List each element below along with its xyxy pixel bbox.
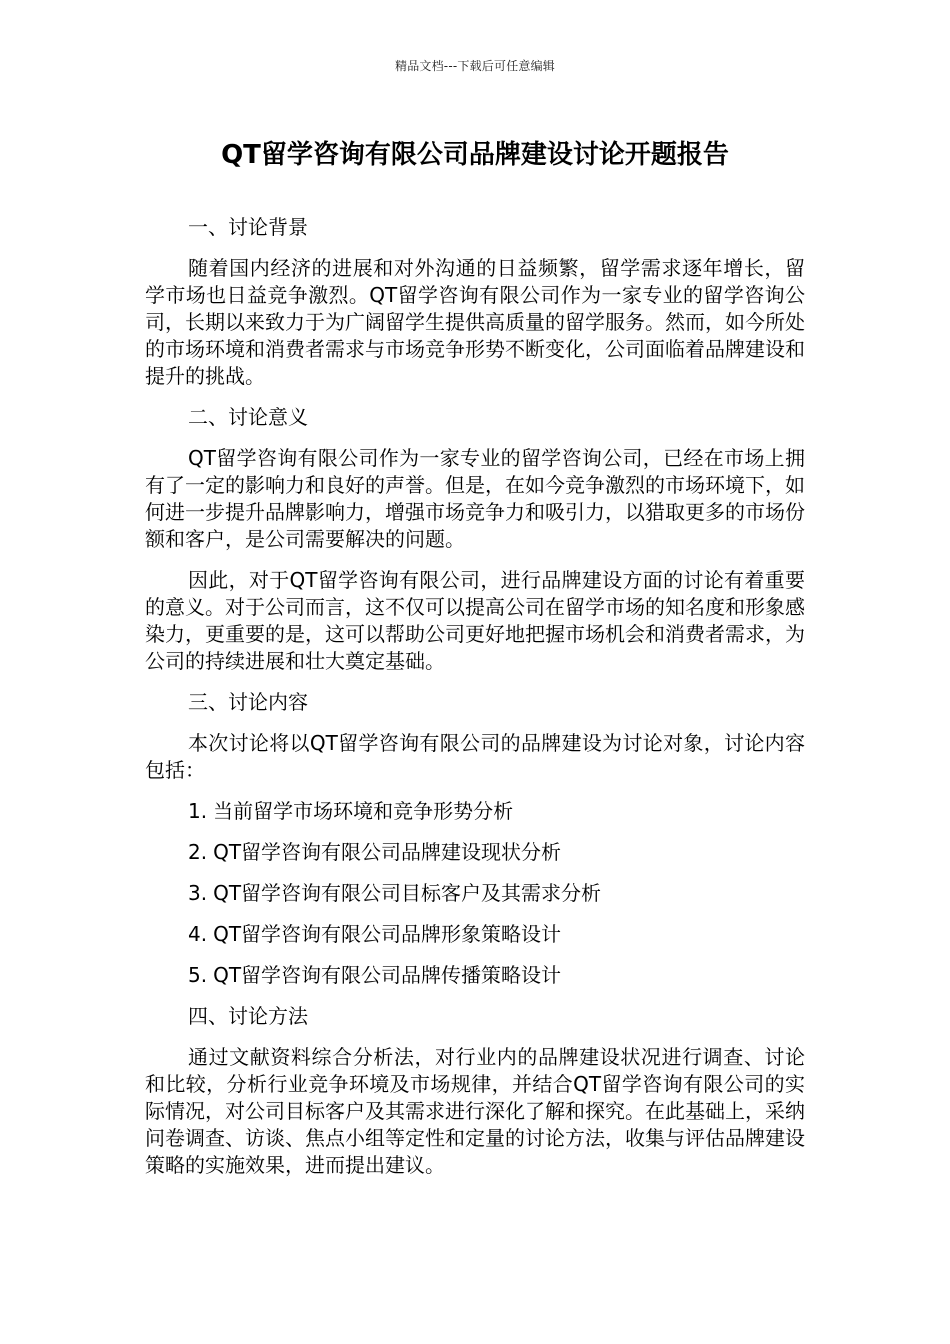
list-item <box>145 921 805 948</box>
document-title: QT留学咨询有限公司品牌建设讨论开题报告 <box>221 140 729 170</box>
content-list <box>145 798 805 989</box>
list-number: 5. <box>188 963 208 987</box>
list-number: 2. <box>188 840 208 864</box>
section-heading: 三、讨论内容 <box>188 690 308 714</box>
list-text: QT留学咨询有限公司品牌传播策略设计 <box>213 963 562 987</box>
list-text: QT留学咨询有限公司目标客户及其需求分析 <box>213 881 602 905</box>
list-item <box>145 962 805 989</box>
paragraph: 通过文献资料综合分析法，对行业内的品牌建设状况进行调查、讨论和比较，分析行业竞争环境及市场规律，并结合QT留学咨询有限公司的实际情况，对公司目标客户及其需求进行深化了解和探究。在此基础上，采纳问卷调查、访谈、焦点小组等定性和定量的讨论方法，收集与评估品牌建设策略的实施效果，进而提出建议。 <box>145 1045 805 1177</box>
list-item <box>145 839 805 866</box>
section-significance <box>145 404 805 675</box>
section-heading: 二、讨论意义 <box>188 405 308 429</box>
list-item <box>145 798 805 825</box>
list-text: QT留学咨询有限公司品牌建设现状分析 <box>213 840 562 864</box>
paragraph: 本次讨论将以QT留学咨询有限公司的品牌建设为讨论对象，讨论内容包括： <box>145 731 805 782</box>
list-number: 4. <box>188 922 208 946</box>
list-number: 3. <box>188 881 208 905</box>
paragraph: 因此，对于QT留学咨询有限公司，进行品牌建设方面的讨论有着重要的意义。对于公司而言，这不仅可以提高公司在留学市场的知名度和形象感染力，更重要的是，这可以帮助公司更好地把握市场机会和消费者需求，为公司的持续进展和壮大奠定基础。 <box>145 568 805 673</box>
paragraph: QT留学咨询有限公司作为一家专业的留学咨询公司，已经在市场上拥有了一定的影响力和良好的声誉。但是，在如今竞争激烈的市场环境下，如何进一步提升品牌影响力，增强市场竞争力和吸引力，以猎取更多的市场份额和客户，是公司需要解决的问题。 <box>145 446 805 551</box>
document-body <box>145 214 805 1193</box>
section-heading: 四、讨论方法 <box>188 1004 308 1028</box>
list-item <box>145 880 805 907</box>
section-heading: 一、讨论背景 <box>188 215 308 239</box>
section-background <box>145 214 805 390</box>
list-text: 当前留学市场环境和竞争形势分析 <box>213 799 514 823</box>
section-methods <box>145 1003 805 1179</box>
header-note: 精品文档---下载后可任意编辑 <box>395 59 555 73</box>
section-content <box>145 689 805 989</box>
list-text: QT留学咨询有限公司品牌形象策略设计 <box>213 922 562 946</box>
list-number: 1. <box>188 799 208 823</box>
paragraph: 随着国内经济的进展和对外沟通的日益频繁，留学需求逐年增长，留学市场也日益竞争激烈。QT留学咨询有限公司作为一家专业的留学咨询公司，长期以来致力于为广阔留学生提供高质量的留学服务。然而，如今所处的市场环境和消费者需求与市场竞争形势不断变化，公司面临着品牌建设和提升的挑战。 <box>145 256 805 388</box>
